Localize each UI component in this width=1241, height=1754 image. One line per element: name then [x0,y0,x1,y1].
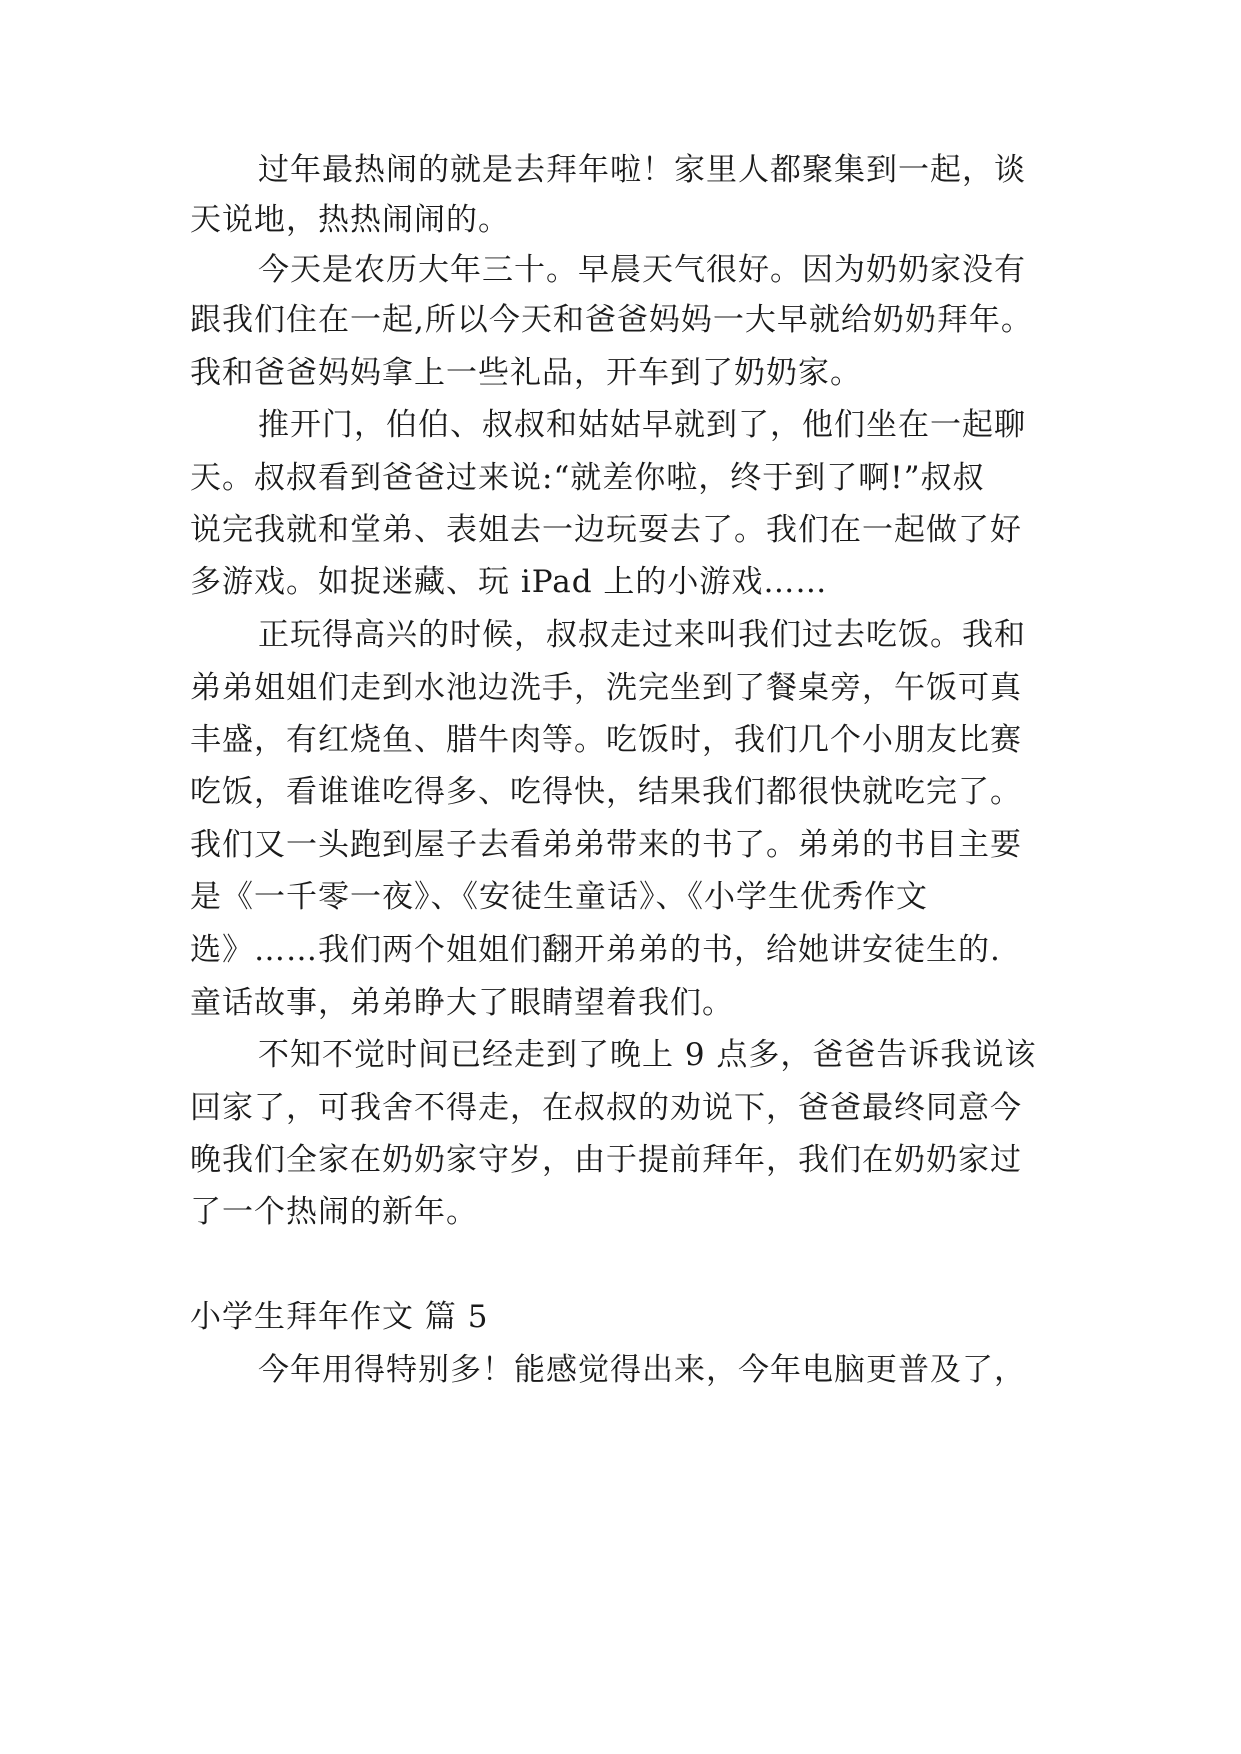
paragraph-4-line-2: 弟弟姐姐们走到水池边洗手，洗完坐到了餐桌旁，午饭可真 [190,670,1022,706]
paragraph-4-line-7: 选》……我们两个姐姐们翻开弟弟的书，给她讲安徒生的. [190,932,1001,968]
paragraph-3-line-1: 推开门，伯伯、叔叔和姑姑早就到了，他们坐在一起聊 [258,407,1026,443]
paragraph-2-line-1: 今天是农历大年三十。早晨天气很好。因为奶奶家没有 [258,252,1026,288]
paragraph-4-line-6: 是《一千零一夜》、《安徒生童话》、《小学生优秀作文 [190,879,928,915]
paragraph-3-line-3: 说完我就和堂弟、表姐去一边玩耍去了。我们在一起做了好 [190,512,1022,548]
paragraph-4-line-8: 童话故事，弟弟睁大了眼睛望着我们。 [190,985,734,1021]
paragraph-3-line-2: 天。叔叔看到爸爸过来说:“就差你啦，终于到了啊!”叔叔 [190,460,985,496]
paragraph-5-line-2: 回家了，可我舍不得走，在叔叔的劝说下，爸爸最终同意今 [190,1090,1022,1126]
paragraph-4-line-3: 丰盛，有红烧鱼、腊牛肉等。吃饭时，我们几个小朋友比赛 [190,722,1022,758]
paragraph-6-line-1: 今年用得特别多！能感觉得出来，今年电脑更普及了， [258,1352,1026,1388]
paragraph-5-line-3: 晚我们全家在奶奶家守岁，由于提前拜年，我们在奶奶家过 [190,1142,1022,1178]
paragraph-2-line-2: 跟我们住在一起,所以今天和爸爸妈妈一大早就给奶奶拜年。 [190,302,1033,338]
paragraph-4-line-1: 正玩得高兴的时候，叔叔走过来叫我们过去吃饭。我和 [258,617,1026,653]
paragraph-5-line-1: 不知不觉时间已经走到了晚上 9 点多，爸爸告诉我说该 [258,1037,1037,1073]
paragraph-5-line-4: 了一个热闹的新年。 [190,1194,478,1230]
paragraph-1-line-1: 过年最热闹的就是去拜年啦！家里人都聚集到一起，谈 [258,152,1026,188]
section-heading: 小学生拜年作文 篇 5 [190,1299,489,1335]
paragraph-4-line-5: 我们又一头跑到屋子去看弟弟带来的书了。弟弟的书目主要 [190,827,1022,863]
paragraph-4-line-4: 吃饭，看谁谁吃得多、吃得快，结果我们都很快就吃完了。 [190,774,1022,810]
paragraph-1-line-2: 天说地，热热闹闹的。 [190,202,510,238]
paragraph-2-line-3: 我和爸爸妈妈拿上一些礼品，开车到了奶奶家。 [190,355,862,391]
paragraph-3-line-4: 多游戏。如捉迷藏、玩 iPad 上的小游戏…… [190,564,828,600]
